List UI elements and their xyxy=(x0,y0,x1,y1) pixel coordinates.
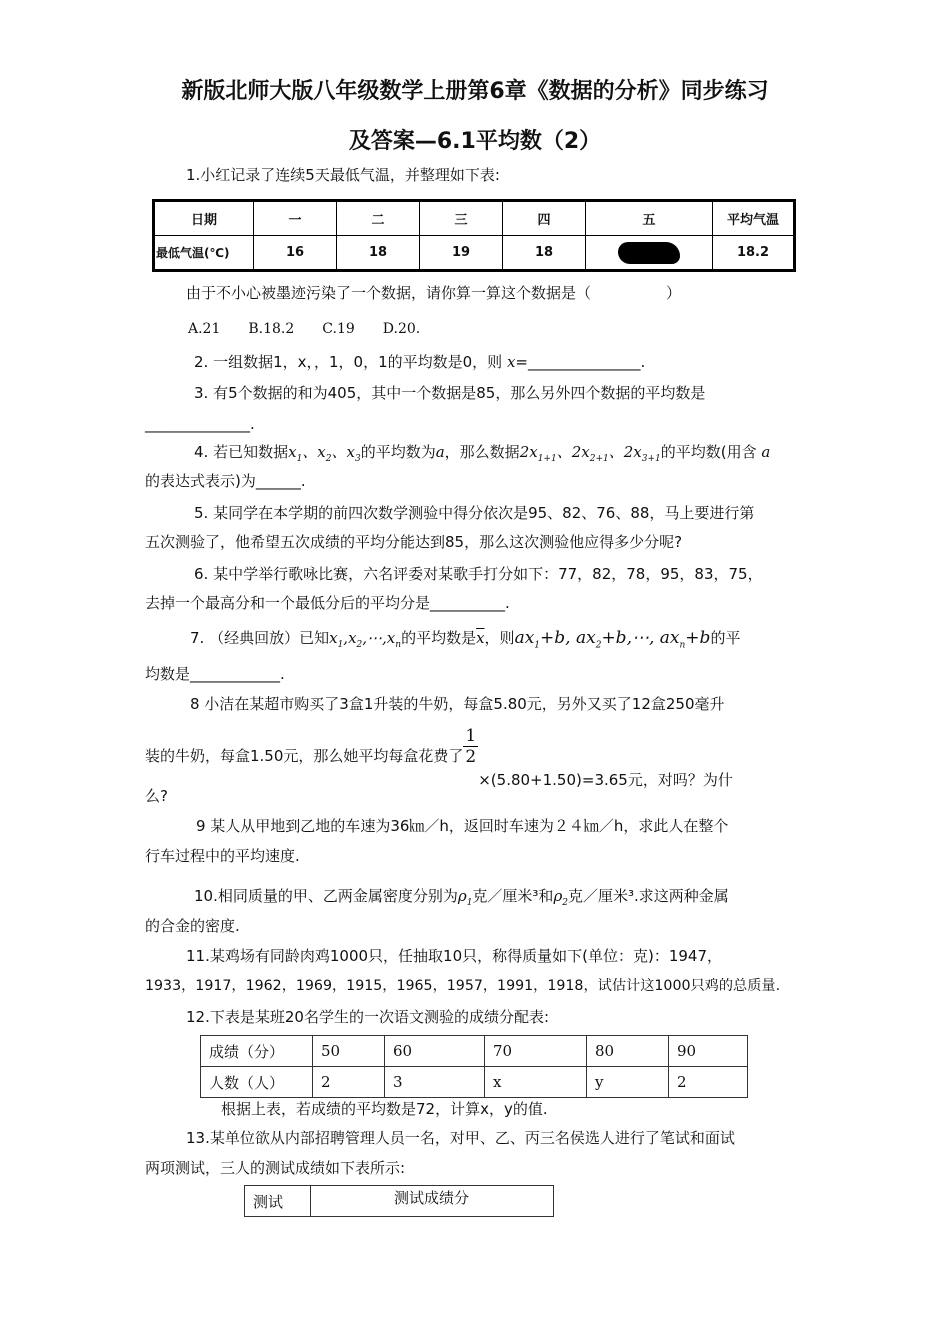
q4-part2: 的平均数为 xyxy=(360,443,436,461)
q13-table xyxy=(244,1185,554,1217)
q1-cell-avg: 18.2 xyxy=(713,236,795,271)
q11-line1: 11.某鸡场有同龄肉鸡1000只，任抽取10只，称得质量如下(单位：克)：1947， xyxy=(186,947,722,965)
q1-options: A.21 B.18.2 C.19 D.20. xyxy=(188,321,421,337)
q1-header-day: 四 xyxy=(503,201,586,236)
q1-header-day: 二 xyxy=(337,201,420,236)
q4-var-a: a xyxy=(761,443,771,461)
q8-fraction xyxy=(463,726,478,767)
q10-part3: 克／厘米³.求这两种金属 xyxy=(568,887,729,905)
q13-line2: 两项测试，三人的测试成绩如下表所示: xyxy=(145,1159,406,1177)
q2-tail: =_______________. xyxy=(515,353,646,371)
fraction-numerator: 1 xyxy=(465,726,477,746)
q12-cell: 80 xyxy=(587,1036,669,1067)
ink-blot xyxy=(618,242,680,264)
q12-row1-label: 成绩（分） xyxy=(201,1036,313,1067)
q8-line3: 么? xyxy=(145,787,168,805)
q2 xyxy=(194,352,645,372)
page-title-line1: 新版北师大版八年级数学上册第6章《数据的分析》同步练习 xyxy=(181,79,769,104)
q4-part1: 4. 若已知数据 xyxy=(194,443,289,461)
q7-line2: 均数是____________. xyxy=(145,665,285,683)
page-title-line2: 及答案—6.1平均数（2） xyxy=(348,129,602,154)
q8-line1: 8 小洁在某超市购买了3盒1升装的牛奶，每盒5.80元，另外又买了12盒250毫升 xyxy=(190,695,725,713)
q12-text: 根据上表，若成绩的平均数是72，计算x，y的值. xyxy=(221,1100,548,1118)
q1-row-label: 最低气温(℃) xyxy=(154,236,254,271)
q7-part1: 7. （经典回放）已知 xyxy=(190,629,330,647)
q12-cell: 50 xyxy=(313,1036,385,1067)
q1-header-day: 五 xyxy=(586,201,713,236)
q10-part1: 10.相同质量的甲、乙两金属密度分别为 xyxy=(194,887,458,905)
q4-math-x: $x_1$、$x_2$、$x_3$ xyxy=(288,443,361,464)
q12-intro: 12.下表是某班20名学生的一次语文测验的成绩分配表: xyxy=(186,1008,549,1026)
q7-math-xbar: $\overline{x}$ xyxy=(476,629,485,647)
q4-part4: 的平均数(用含 xyxy=(660,443,757,461)
q8-line2b: ×(5.80+1.50)=3.65元，对吗？为什 xyxy=(478,771,733,789)
q7-part3: ，则 xyxy=(484,629,515,647)
q2-text: 2. 一组数据1，x，，1，0，1的平均数是0，则 xyxy=(194,353,507,371)
q1-cell: 18 xyxy=(503,236,586,271)
q12-cell: 90 xyxy=(669,1036,748,1067)
q1-ink-blot-cell xyxy=(586,236,713,271)
q4-math-expr: $2x_{1+1}$、$2x_{2+1}$、$2x_{3+1}$ xyxy=(519,443,661,464)
q5-line1: 5. 某同学在本学期的前四次数学测验中得分依次是95、82、76、88，马上要进行第 xyxy=(194,504,755,522)
q9-line1: 9 某人从甲地到乙地的车速为36㎞／h，返回时车速为２４㎞／h，求此人在整个 xyxy=(196,817,729,835)
q12-cell: 70 xyxy=(485,1036,587,1067)
q11-line2: 1933，1917，1962，1969，1915，1965，1957，1991，1918，试估计这1000只鸡的总质量. xyxy=(145,978,781,994)
q12-cell: 60 xyxy=(385,1036,485,1067)
q1-header-day: 三 xyxy=(420,201,503,236)
q4-var-a: a xyxy=(435,443,445,461)
q4-line2: 的表达式表示)为______. xyxy=(145,472,306,490)
q13-col2: 测试成绩分 xyxy=(311,1186,554,1217)
q7-math-x: $x_1,x_2,\cdots,x_n$ xyxy=(329,629,402,650)
q13-line1: 13.某单位欲从内部招聘管理人员一名，对甲、乙、丙三名侯选人进行了笔试和面试 xyxy=(186,1129,735,1147)
q4-line1 xyxy=(194,442,770,469)
q4-part3: ，那么数据 xyxy=(444,443,520,461)
q7-line1 xyxy=(190,628,740,655)
q12-cell: y xyxy=(587,1067,669,1098)
q12-cell: 2 xyxy=(669,1067,748,1098)
q6-line1: 6. 某中学举行歌咏比赛，六名评委对某歌手打分如下：77，82，78，95，83，75， xyxy=(194,565,763,583)
q2-var: x xyxy=(506,353,516,371)
fraction-denominator: 2 xyxy=(465,747,477,767)
q6-line2: 去掉一个最高分和一个最低分后的平均分是__________. xyxy=(145,594,510,612)
q13-col1: 测试 xyxy=(245,1186,311,1217)
q7-part4: 的平 xyxy=(710,629,741,647)
q1-cell: 18 xyxy=(337,236,420,271)
q12-cell: 2 xyxy=(313,1067,385,1098)
q12-table xyxy=(200,1035,748,1098)
q1-text: 由于不小心被墨迹污染了一个数据，请你算一算这个数据是（ ） xyxy=(186,284,682,302)
q12-cell: x xyxy=(485,1067,587,1098)
rho2-symbol: $\rho_2$ xyxy=(553,887,568,908)
q1-table xyxy=(152,199,796,272)
q3-line2: ______________. xyxy=(145,415,255,433)
q9-line2: 行车过程中的平均速度. xyxy=(145,847,300,865)
q7-part2: 的平均数是 xyxy=(401,629,477,647)
q1-cell: 19 xyxy=(420,236,503,271)
q12-row2-label: 人数（人） xyxy=(201,1067,313,1098)
q1-intro: 1.小红记录了连续5天最低气温，并整理如下表: xyxy=(186,166,500,184)
q7-math-expr: $ax_1+b$, $ax_2+b,\cdots$, $ax_n+b$ xyxy=(514,628,711,651)
q1-header-day: 一 xyxy=(254,201,337,236)
q3-line1: 3. 有5个数据的和为405，其中一个数据是85，那么另外四个数据的平均数是 xyxy=(194,384,706,402)
q1-cell: 16 xyxy=(254,236,337,271)
q10-line1 xyxy=(194,886,729,913)
q10-line2: 的合金的密度. xyxy=(145,917,240,935)
q8-line2 xyxy=(145,726,733,789)
rho1-symbol: $\rho_1$ xyxy=(457,887,473,908)
q12-cell: 3 xyxy=(385,1067,485,1098)
q8-line2a: 装的牛奶，每盒1.50元，那么她平均每盒花费了 xyxy=(145,747,464,765)
q5-line2: 五次测验了，他希望五次成绩的平均分能达到85，那么这次测验他应得多少分呢? xyxy=(145,533,683,551)
q10-part2: 克／厘米³和 xyxy=(472,887,554,905)
q1-header-avg: 平均气温 xyxy=(713,201,795,236)
q1-header-date: 日期 xyxy=(154,201,254,236)
